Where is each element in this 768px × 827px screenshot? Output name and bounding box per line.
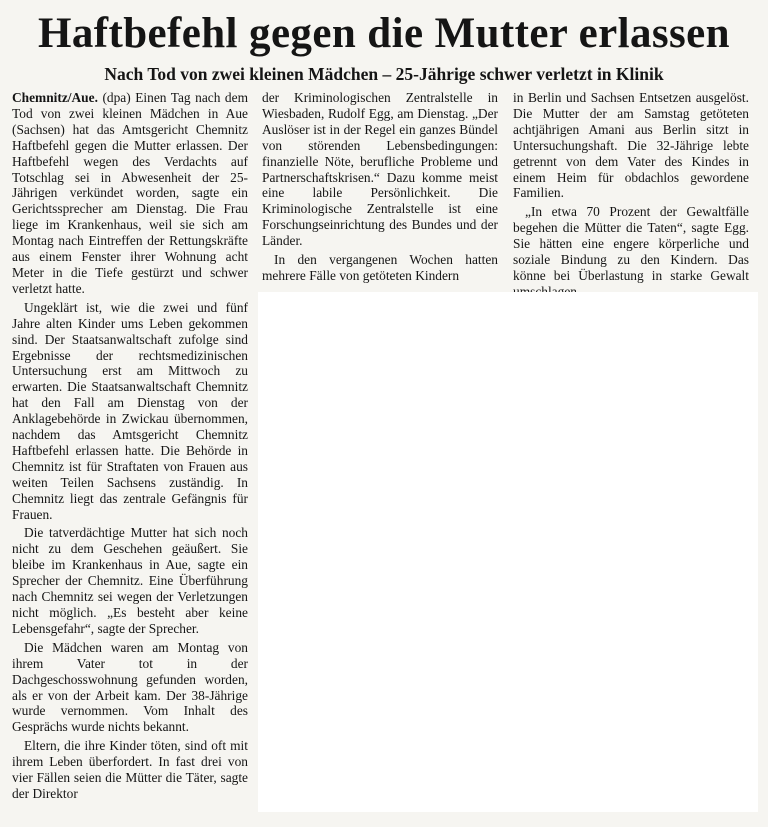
article-column-2 [262,90,498,287]
article-paragraph [12,90,248,297]
article-paragraph: In den vergangenen Wochen hatten mehrere Fälle von getöteten Kindern [262,252,498,283]
article-column-3 [513,90,749,303]
empty-area [258,292,758,812]
article-paragraph: „In etwa 70 Prozent der Gewaltfälle begehen die Mütter die Taten“, sagte Egg. Sie hätten eine engere körperliche und soziale Bindung zu den Kindern. Das könne bei Überlastung in starke Gewalt [513,204,749,283]
paragraph-text: (dpa) Einen Tag nach dem Tod von zwei kleinen Mädchen in Aue (Sachsen) hat das Amtsgericht Chemnitz Haftbefehl gegen die Mutter erlassen. Der Haftbefehl wegen des Verdachts auf Totschlag sei in Abwesenheit der 25-Jährigen verkündet worden, sagte ein Gerichtssprecher am Dienstag. Die Frau liege im Krankenhaus, weil sie sich am Montag nach Eintreffen der Rettungskräfte aus einem Fenster ihrer Wohnung acht Meter in die Tiefe gestürzt und schwer verletzt hatte. [12,90,248,296]
article-paragraph: Eltern, die ihre Kinder töten, sind oft mit ihrem Leben überfordert. In fast drei von vier Fällen seien die Mütter die Täter, sagte der Direktor [12,738,248,801]
subheadline: Nach Tod von zwei kleinen Mädchen – 25-Jährige schwer verletzt in Klinik [104,64,664,84]
article-paragraph: in Berlin und Sachsen Entsetzen ausgelöst. Die Mutter der am Samstag getöteten achtjährigen Amani aus Berlin sitzt in Untersuchungshaft. Die 32-Jährige lebte getrennt von dem Vater des Kindes in einem Heim für obdachlos gewordene Familien. [513,90,749,201]
headline: Haftbefehl gegen die Mutter erlassen [38,10,730,57]
article-paragraph: der Kriminologischen Zentralstelle in Wiesbaden, Rudolf Egg, am Dienstag. „Der Auslöser ist in der Regel ein ganzes Bündel von störenden Lebensbedingungen: finanzielle Nöte, berufliche Probleme und Partnerschaftskrisen.“ Dazu komme meist eine labile Persönlichkeit. Die Kriminologische Zentralstelle ist eine Forschungseinrichtung des Bundes und der Länder. [262,90,498,249]
article-paragraph: Die Mädchen waren am Montag von ihrem Vater tot in der Dachgeschosswohnung gefunden worden, als er von der Arbeit kam. Der 38-Jährige wurde vernommen. Vom Inhalt des Gesprächs wurde nichts bekannt. [12,639,248,735]
article-paragraph: Die tatverdächtige Mutter hat sich noch nicht zu dem Geschehen geäußert. Sie bleibe im Krankenhaus in Aue, sagte ein Sprecher der Chemnitz. Eine Überführung nach Chemnitz sei wegen der Verletzungen nicht möglich. „Es besteht aber keine Lebensgefahr“, sagte der Sprecher. [12,525,248,636]
article-column-1 [12,90,248,805]
dateline: Chemnitz/Aue. [12,90,98,105]
article-paragraph: Ungeklärt ist, wie die zwei und fünf Jahre alten Kinder ums Leben gekommen sind. Der Staatsanwaltschaft zufolge sind Ergebnisse der rechtsmedizinischen Untersuchung erst am Mittwoch zu erwarten. Die Staatsanwaltschaft Chemnitz hat den Fall am Dienstag von der Anklagebehörde in Zwickau übernommen, nachdem das Amtsgericht Chemnitz Haftbefehl erlassen hatte. Die Behörde in Chemnitz ist für Straftaten von Frauen aus weiten Teilen Sachsens zuständig. In Chemnitz liegt das zentrale Gefängnis für Frauen. [12,299,248,522]
